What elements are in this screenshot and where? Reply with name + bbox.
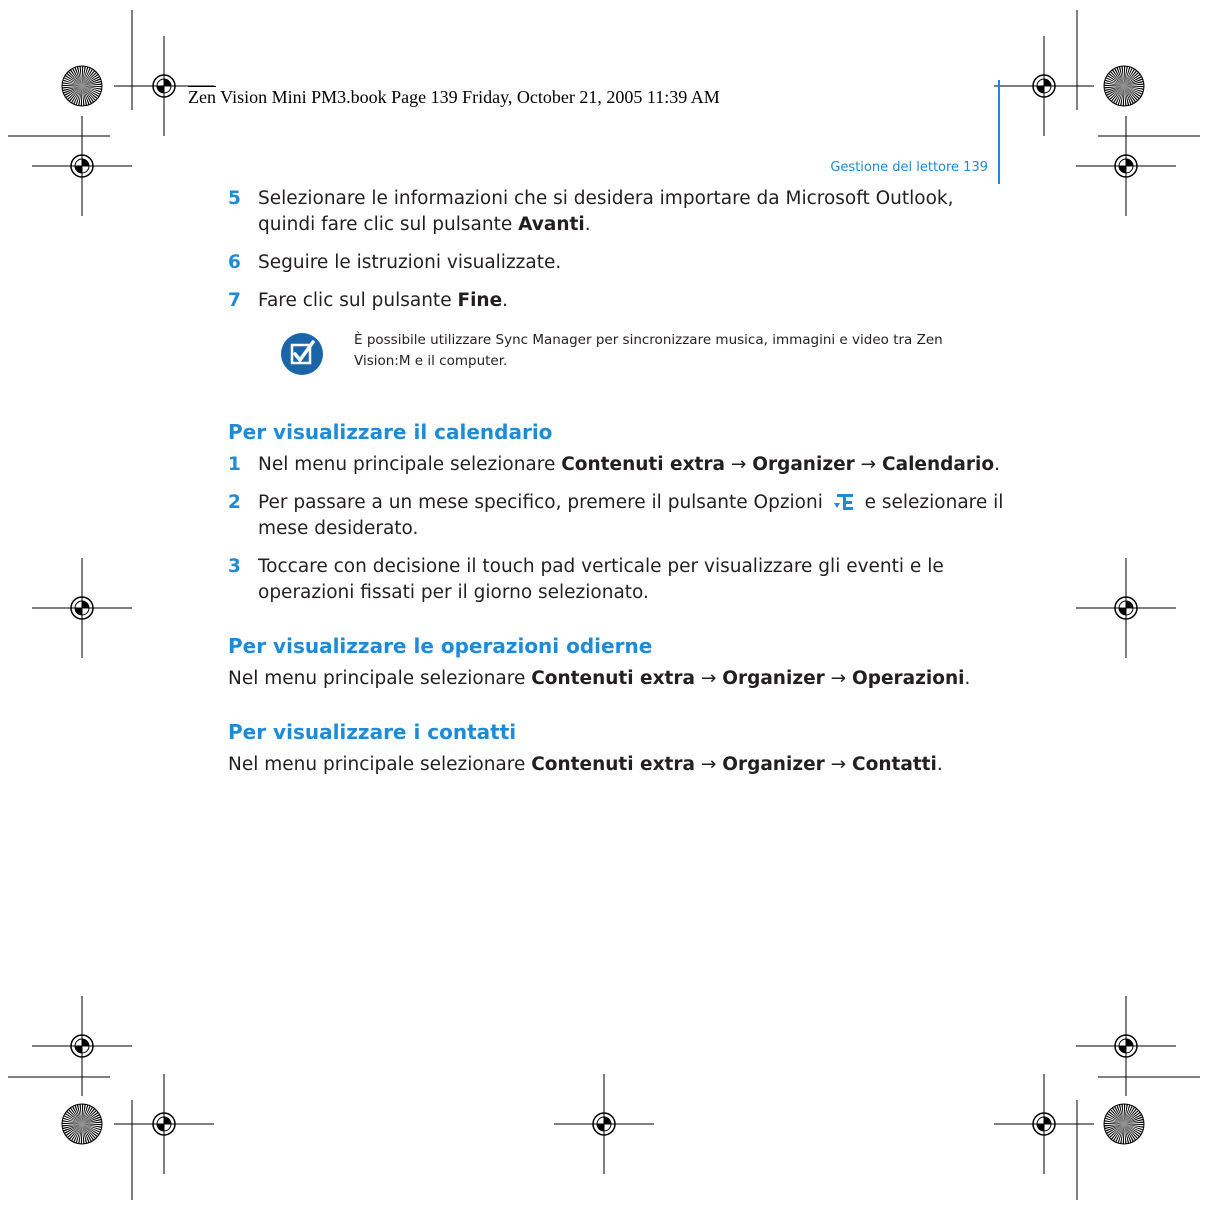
registration-mark bbox=[1076, 996, 1176, 1096]
text-run: → bbox=[824, 754, 853, 775]
registration-mark bbox=[32, 558, 132, 658]
text-run: → bbox=[694, 754, 723, 775]
registration-mark bbox=[554, 1074, 654, 1174]
checkbox-note-icon bbox=[280, 332, 324, 376]
text-run: → bbox=[724, 454, 753, 475]
step-text bbox=[258, 252, 561, 273]
step-number: 2 bbox=[228, 492, 241, 513]
ui-term: Contenuti extra bbox=[561, 454, 725, 475]
ui-term: Organizer bbox=[722, 668, 825, 689]
step-list bbox=[228, 452, 1008, 606]
running-head-rule bbox=[998, 80, 1000, 184]
text-run: Nel menu principale selezionare bbox=[228, 754, 532, 775]
ui-term: Avanti bbox=[518, 214, 585, 235]
list-item bbox=[228, 250, 1008, 276]
registration-mark bbox=[1076, 116, 1176, 216]
starburst-mark bbox=[1104, 1104, 1144, 1144]
section-heading: Per visualizzare i contatti bbox=[228, 720, 517, 744]
ui-term: Contenuti extra bbox=[531, 668, 695, 689]
text-run: . bbox=[936, 754, 943, 775]
ui-term: Organizer bbox=[722, 754, 825, 775]
step-number: 5 bbox=[228, 188, 241, 209]
step-text bbox=[258, 556, 944, 603]
text-run: → bbox=[854, 454, 883, 475]
text-run: e selezionare il mese desiderato. bbox=[258, 492, 1004, 539]
registration-mark bbox=[1076, 558, 1176, 658]
print-header bbox=[188, 87, 720, 108]
print-header-overlined: Zen bbox=[188, 87, 216, 107]
step-text bbox=[258, 454, 1000, 475]
instruction-paragraph bbox=[228, 752, 1008, 778]
text-run: Nel menu principale selezionare bbox=[228, 668, 532, 689]
step-text bbox=[258, 290, 508, 311]
starburst-mark bbox=[62, 1104, 102, 1144]
instruction-paragraph bbox=[228, 666, 1008, 692]
text-run: → bbox=[694, 668, 723, 689]
list-item bbox=[228, 554, 1008, 606]
section-heading: Per visualizzare il calendario bbox=[228, 420, 553, 444]
list-item bbox=[228, 490, 1008, 542]
section-heading: Per visualizzare le operazioni odierne bbox=[228, 634, 653, 658]
step-text bbox=[258, 492, 1003, 539]
text-run: Fare clic sul pulsante bbox=[258, 290, 458, 311]
registration-mark bbox=[114, 1074, 214, 1174]
page-content bbox=[228, 186, 1008, 804]
registration-mark bbox=[994, 36, 1094, 136]
options-menu-icon bbox=[833, 493, 855, 511]
note-text: È possibile utilizzare Sync Manager per sincronizzare musica, immagini e video tra Zen Vision:M e il computer. bbox=[354, 332, 943, 369]
registration-mark bbox=[994, 1074, 1094, 1174]
list-item bbox=[228, 452, 1008, 478]
step-number: 7 bbox=[228, 290, 241, 311]
ui-term: Organizer bbox=[752, 454, 855, 475]
starburst-mark bbox=[1104, 66, 1144, 106]
step-text bbox=[258, 188, 953, 235]
text-run: . bbox=[994, 454, 1000, 475]
text-run: → bbox=[824, 668, 853, 689]
text-run: . bbox=[584, 214, 591, 235]
list-item bbox=[228, 288, 1008, 314]
text-run: Nel menu principale selezionare bbox=[258, 454, 562, 475]
text-run: Toccare con decisione il touch pad verticale per visualizzare gli eventi e le operazioni fissati per il giorno selezionato. bbox=[258, 556, 944, 603]
ui-term: Contenuti extra bbox=[531, 754, 695, 775]
step-number: 6 bbox=[228, 252, 241, 273]
registration-mark bbox=[32, 996, 132, 1096]
ui-term: Contatti bbox=[852, 754, 937, 775]
text-run: . bbox=[502, 290, 509, 311]
running-head: Gestione del lettore 139 bbox=[830, 160, 988, 175]
ui-term: Operazioni bbox=[852, 668, 965, 689]
note-box bbox=[280, 330, 1008, 390]
text-run: Per passare a un mese specifico, premere il pulsante Opzioni bbox=[258, 492, 829, 513]
text-run: . bbox=[964, 668, 971, 689]
step-number: 1 bbox=[228, 454, 241, 475]
step-number: 3 bbox=[228, 556, 241, 577]
registration-mark bbox=[32, 116, 132, 216]
list-item bbox=[228, 186, 1008, 238]
print-header-text: Vision Mini PM3.book Page 139 Friday, October 21, 2005 11:39 AM bbox=[215, 87, 720, 107]
ui-term: Calendario bbox=[882, 454, 995, 475]
text-run: Seguire le istruzioni visualizzate. bbox=[258, 252, 562, 273]
starburst-mark bbox=[62, 66, 102, 106]
text-run: Selezionare le informazioni che si desidera importare da Microsoft Outlook, quindi fare clic sul pulsante bbox=[258, 188, 954, 235]
ui-term: Fine bbox=[457, 290, 503, 311]
